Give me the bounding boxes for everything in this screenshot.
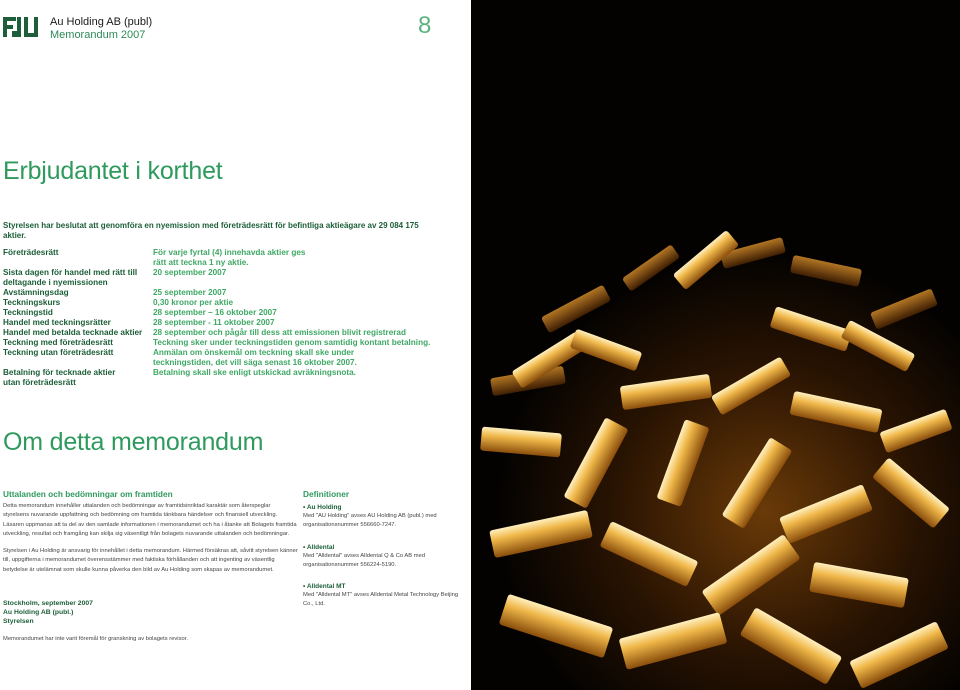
signature-place-date: Stockholm, september 2007: [3, 600, 93, 607]
fact-value: För varje fyrtal (4) innehavda aktier ges rätt att teckna 1 ny aktie.: [153, 248, 306, 267]
definition-term: • Alldental MT: [303, 583, 346, 591]
page-number: 8: [418, 12, 432, 39]
definition-item: [303, 503, 463, 531]
forward-looking-section: [3, 489, 298, 575]
fact-value: 28 september - 11 oktober 2007: [153, 318, 275, 327]
au-logo-icon: [3, 17, 39, 42]
fact-value: 28 september och pågår till dess att emissionen blivit registrerad: [153, 328, 406, 337]
definitions-section: [303, 489, 463, 610]
forward-paragraph: Detta memorandum innehåller uttalanden och bedömningar av framtidsinriktad karaktär som återspeglar styrelsens nuvarande uppfattning och bedömning om framtida tänkbara händelser och finansiell utveckling. Läsaren uppmanas att ta del av den samlade informationen i memorandumet och ha i åtanke att Bolagets framtida utveckling, resultat och framgång kan skilja sig väsentligt från bolagets nuvarande uttalanden och bedömningar.: [3, 503, 297, 537]
document-name: Memorandum 2007: [50, 29, 146, 41]
fact-label: Teckningskurs: [3, 298, 61, 307]
signature-block: [3, 600, 93, 626]
definition-desc: Med "Alldental" avses Alldental Q & Co AB med organisationsnummer 556224-5190.: [303, 552, 426, 568]
fact-label: Sista dagen för handel med rätt till deltagande i nyemissionen: [3, 268, 138, 287]
fact-value: Teckning sker under teckningstiden genom samtidig kontant betalning.: [153, 338, 431, 347]
fact-value: Anmälan om önskemål om teckning skall ske under teckningstiden, det vill säga senast 16 oktober 2007.: [153, 348, 357, 367]
memo-title: Om detta memorandum: [3, 428, 264, 456]
responsibility-paragraph: Styrelsen i Au Holding är ansvarig för innehållet i detta memorandum. Härmed försäkras att, såvitt styrelsen känner till, uppgifterna i memorandumet överensstämmer med faktiska förhållanden och att ingenting av väsentlig betydelse är utelämnat som skulle kunna påverka den bild av Au Holding som skapas av memorandumet.: [3, 548, 298, 573]
signature-company: Au Holding AB (publ.): [3, 608, 74, 616]
fact-value: 0,30 kronor per aktie: [153, 298, 234, 307]
offer-title: Erbjudantet i korthet: [3, 157, 223, 185]
definition-term: • Alldental: [303, 543, 335, 551]
signature-board: Styrelsen: [3, 617, 34, 625]
definition-desc: Med "AU Holding" avses AU Holding AB (publ.) med organisationsnummer 556660-7247.: [303, 513, 437, 529]
audit-footnote: Memorandumet har inte varit föremål för granskning av bolagets revisor.: [3, 636, 188, 642]
document-page: [0, 0, 470, 690]
fact-value: Betalning skall ske enligt utskickad avräkningsnota.: [153, 368, 356, 377]
fact-label: Teckningstid: [3, 308, 53, 317]
fact-label: Handel med teckningsrätter: [3, 318, 111, 327]
definition-term: • Au Holding: [303, 504, 342, 511]
definition-item: [303, 582, 463, 610]
fact-label: Handel med betalda tecknade aktier: [3, 328, 143, 337]
fact-label: Avstämningsdag: [3, 288, 69, 297]
fact-label: Teckning med företrädesrätt: [3, 338, 113, 347]
definitions-heading: Definitioner: [303, 489, 350, 499]
fact-value: 20 september 2007: [153, 268, 227, 277]
offer-intro: Styrelsen har beslutat att genomföra en nyemission med företrädesrätt för befintliga aktieägare av 29 084 175 aktier.: [3, 221, 419, 240]
definition-item: [303, 543, 463, 571]
fact-label: Teckning utan företrädesrätt: [3, 348, 114, 357]
fact-value: 28 september – 16 oktober 2007: [153, 308, 277, 317]
forward-heading: Uttalanden och bedömningar om framtiden: [3, 489, 173, 499]
brand-block: [50, 16, 152, 42]
fact-label: Företrädesrätt: [3, 248, 59, 257]
gold-bars-photo: [471, 0, 960, 690]
definition-desc: Med "Alldental MT" avses Alldental Metal Technology Beijing Co., Ltd.: [303, 592, 459, 608]
fact-label: Betalning för tecknade aktier utan företrädesrätt: [3, 368, 116, 387]
company-name: Au Holding AB (publ): [50, 16, 153, 28]
fact-value: 25 september 2007: [153, 288, 227, 297]
